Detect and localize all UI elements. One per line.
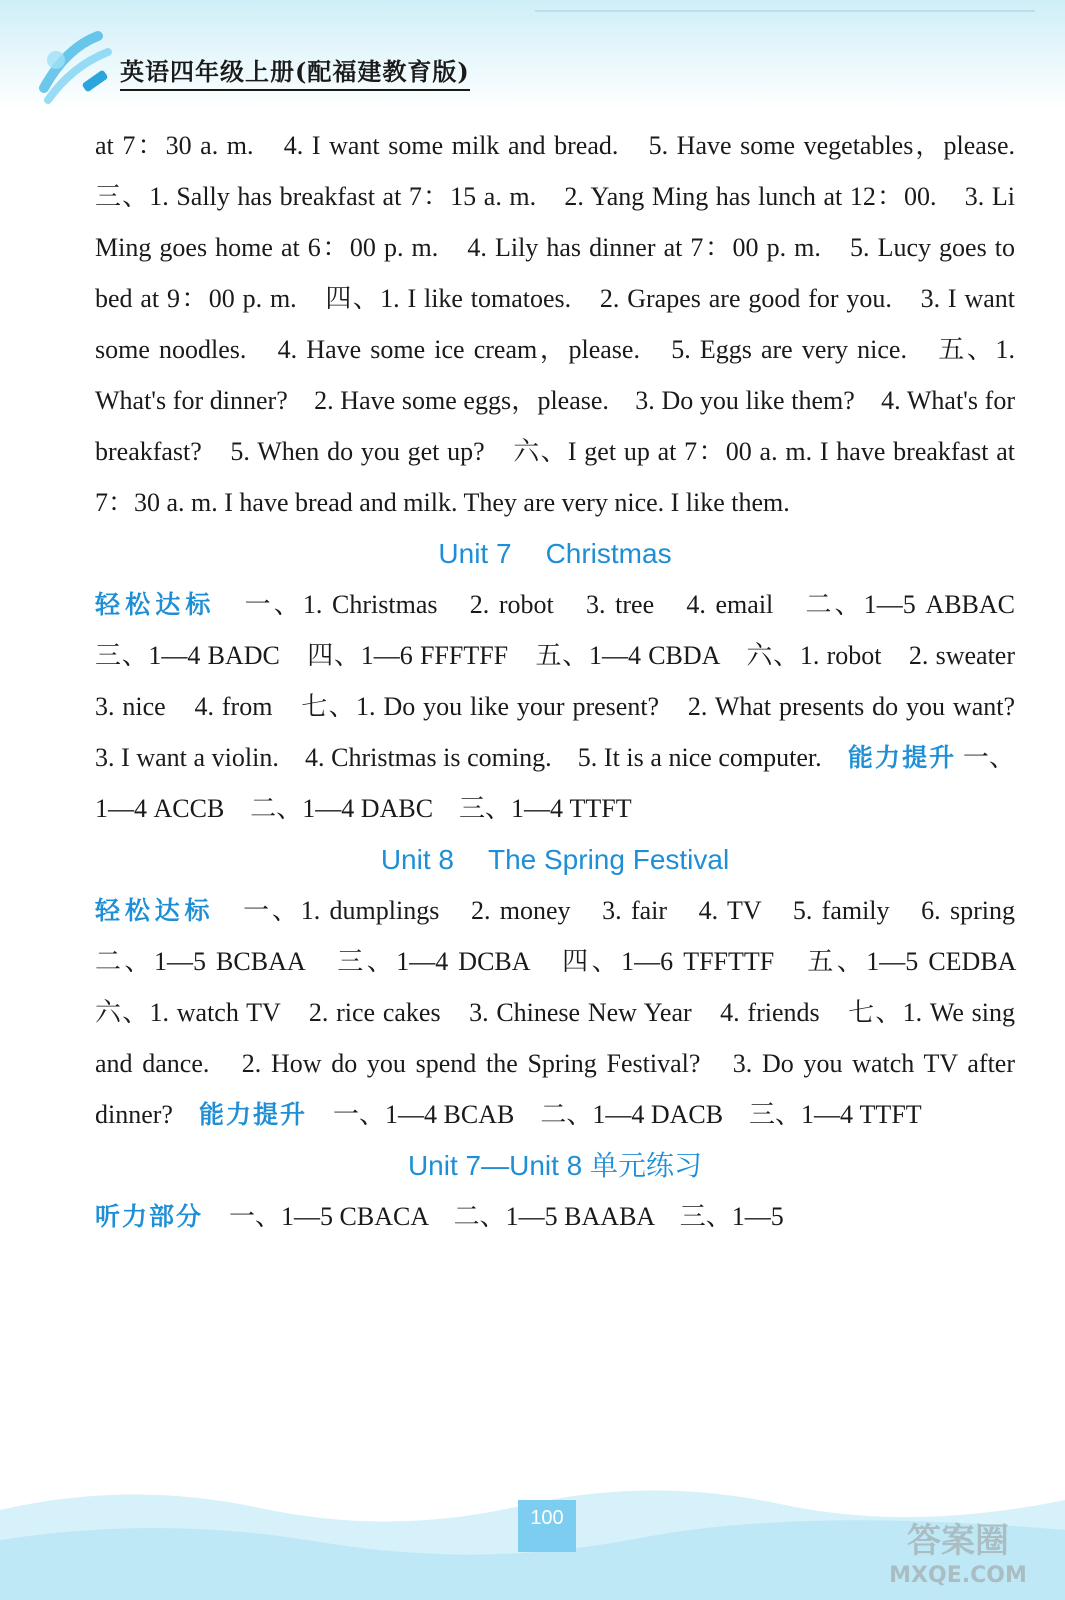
unit7-advance-label: 能力提升 <box>847 743 957 772</box>
unit7-easy-label: 轻松达标 <box>95 590 216 619</box>
unit8-advance-label: 能力提升 <box>198 1100 307 1129</box>
watermark-logo <box>873 1512 1043 1590</box>
header-rule <box>535 10 1035 12</box>
unit7-answers <box>95 579 1042 834</box>
unit78-heading: Unit 7—Unit 8 单元练习 <box>407 1150 703 1181</box>
unit8-easy-label: 轻松达标 <box>95 896 215 925</box>
unit7-number: Unit 7 <box>438 538 512 569</box>
unit8-answers <box>95 885 1042 1140</box>
unit8-heading <box>95 834 1015 885</box>
unit7-advance-text: 一、1—4 ACCB 二、1—4 DABC 三、1—4 TTFT <box>95 743 1015 823</box>
listening-text: 一、1—5 CBACA 二、1—5 BAABA 三、1—5 <box>229 1202 784 1231</box>
unit78-answers <box>95 1191 1015 1242</box>
unit7-heading <box>95 528 1015 579</box>
page-number: 100 <box>518 1500 576 1552</box>
unit7-title: Christmas <box>545 538 672 569</box>
answer-content <box>95 120 1042 1242</box>
book-title: 英语四年级上册(配福建教育版) <box>120 52 470 91</box>
unit8-easy-text: 一、1. dumplings 2. money 3. fair 4. TV 5. family 6. spring 二、1—5 BCBAA 三、1—4 DCBA 四、1—6 TFFTTF 五、1—5 CEDBA 六、1. watch TV 2. rice cakes 3. Chinese New Year 4. friends 七、1. We sing and dance. 2. How do you spend the Spring Festival? 3. Do you watch TV after dinner? <box>95 896 1042 1129</box>
unit8-title: The Spring Festival <box>487 844 730 875</box>
unit7-easy-text: 一、1. Christmas 2. robot 3. tree 4. email 二、1—5 ABBAC 三、1—4 BADC 四、1—6 FFFTFF 五、1—4 CBDA 六、1. robot 2. sweater 3. nice 4. from 七、1. Do you like your present? 2. What presents do you want? 3. I want a violin. 4. Christmas is coming. 5. It is a nice computer. <box>95 590 1042 772</box>
svg-text:MXQE.COM: MXQE.COM <box>889 1563 1027 1588</box>
unit8-advance-text: 一、1—4 BCAB 二、1—4 DACB 三、1—4 TTFT <box>333 1100 922 1129</box>
intro-answers: at 7：30 a. m. 4. I want some milk and bread. 5. Have some vegetables，please. 三、1. Sally has breakfast at 7：15 a. m. 2. Yang Ming has lunch at 12：00. 3. Li Ming goes home at 6：00 p. m. 4. Lily has dinner at 7：00 p. m. 5. Lucy goes to bed at 9：00 p. m. 四、1. I like tomatoes. 2. Grapes are good for you. 3. I want some noodles. 4. Have some ice cream，please. 5. Eggs are very nice. 五、1. What's for dinner? 2. Have some eggs，please. 3. Do you like them? 4. What's for breakfast? 5. When do you get up? 六、I get up at 7：00 a. m. I have breakfast at 7：30 a. m. I have bread and milk. They are very nice. I like them. <box>95 131 1042 517</box>
svg-text:答案圈: 答案圈 <box>907 1521 1009 1561</box>
unit8-number: Unit 8 <box>380 844 454 875</box>
listening-label: 听力部分 <box>95 1202 204 1231</box>
book-logo-icon <box>38 30 118 110</box>
